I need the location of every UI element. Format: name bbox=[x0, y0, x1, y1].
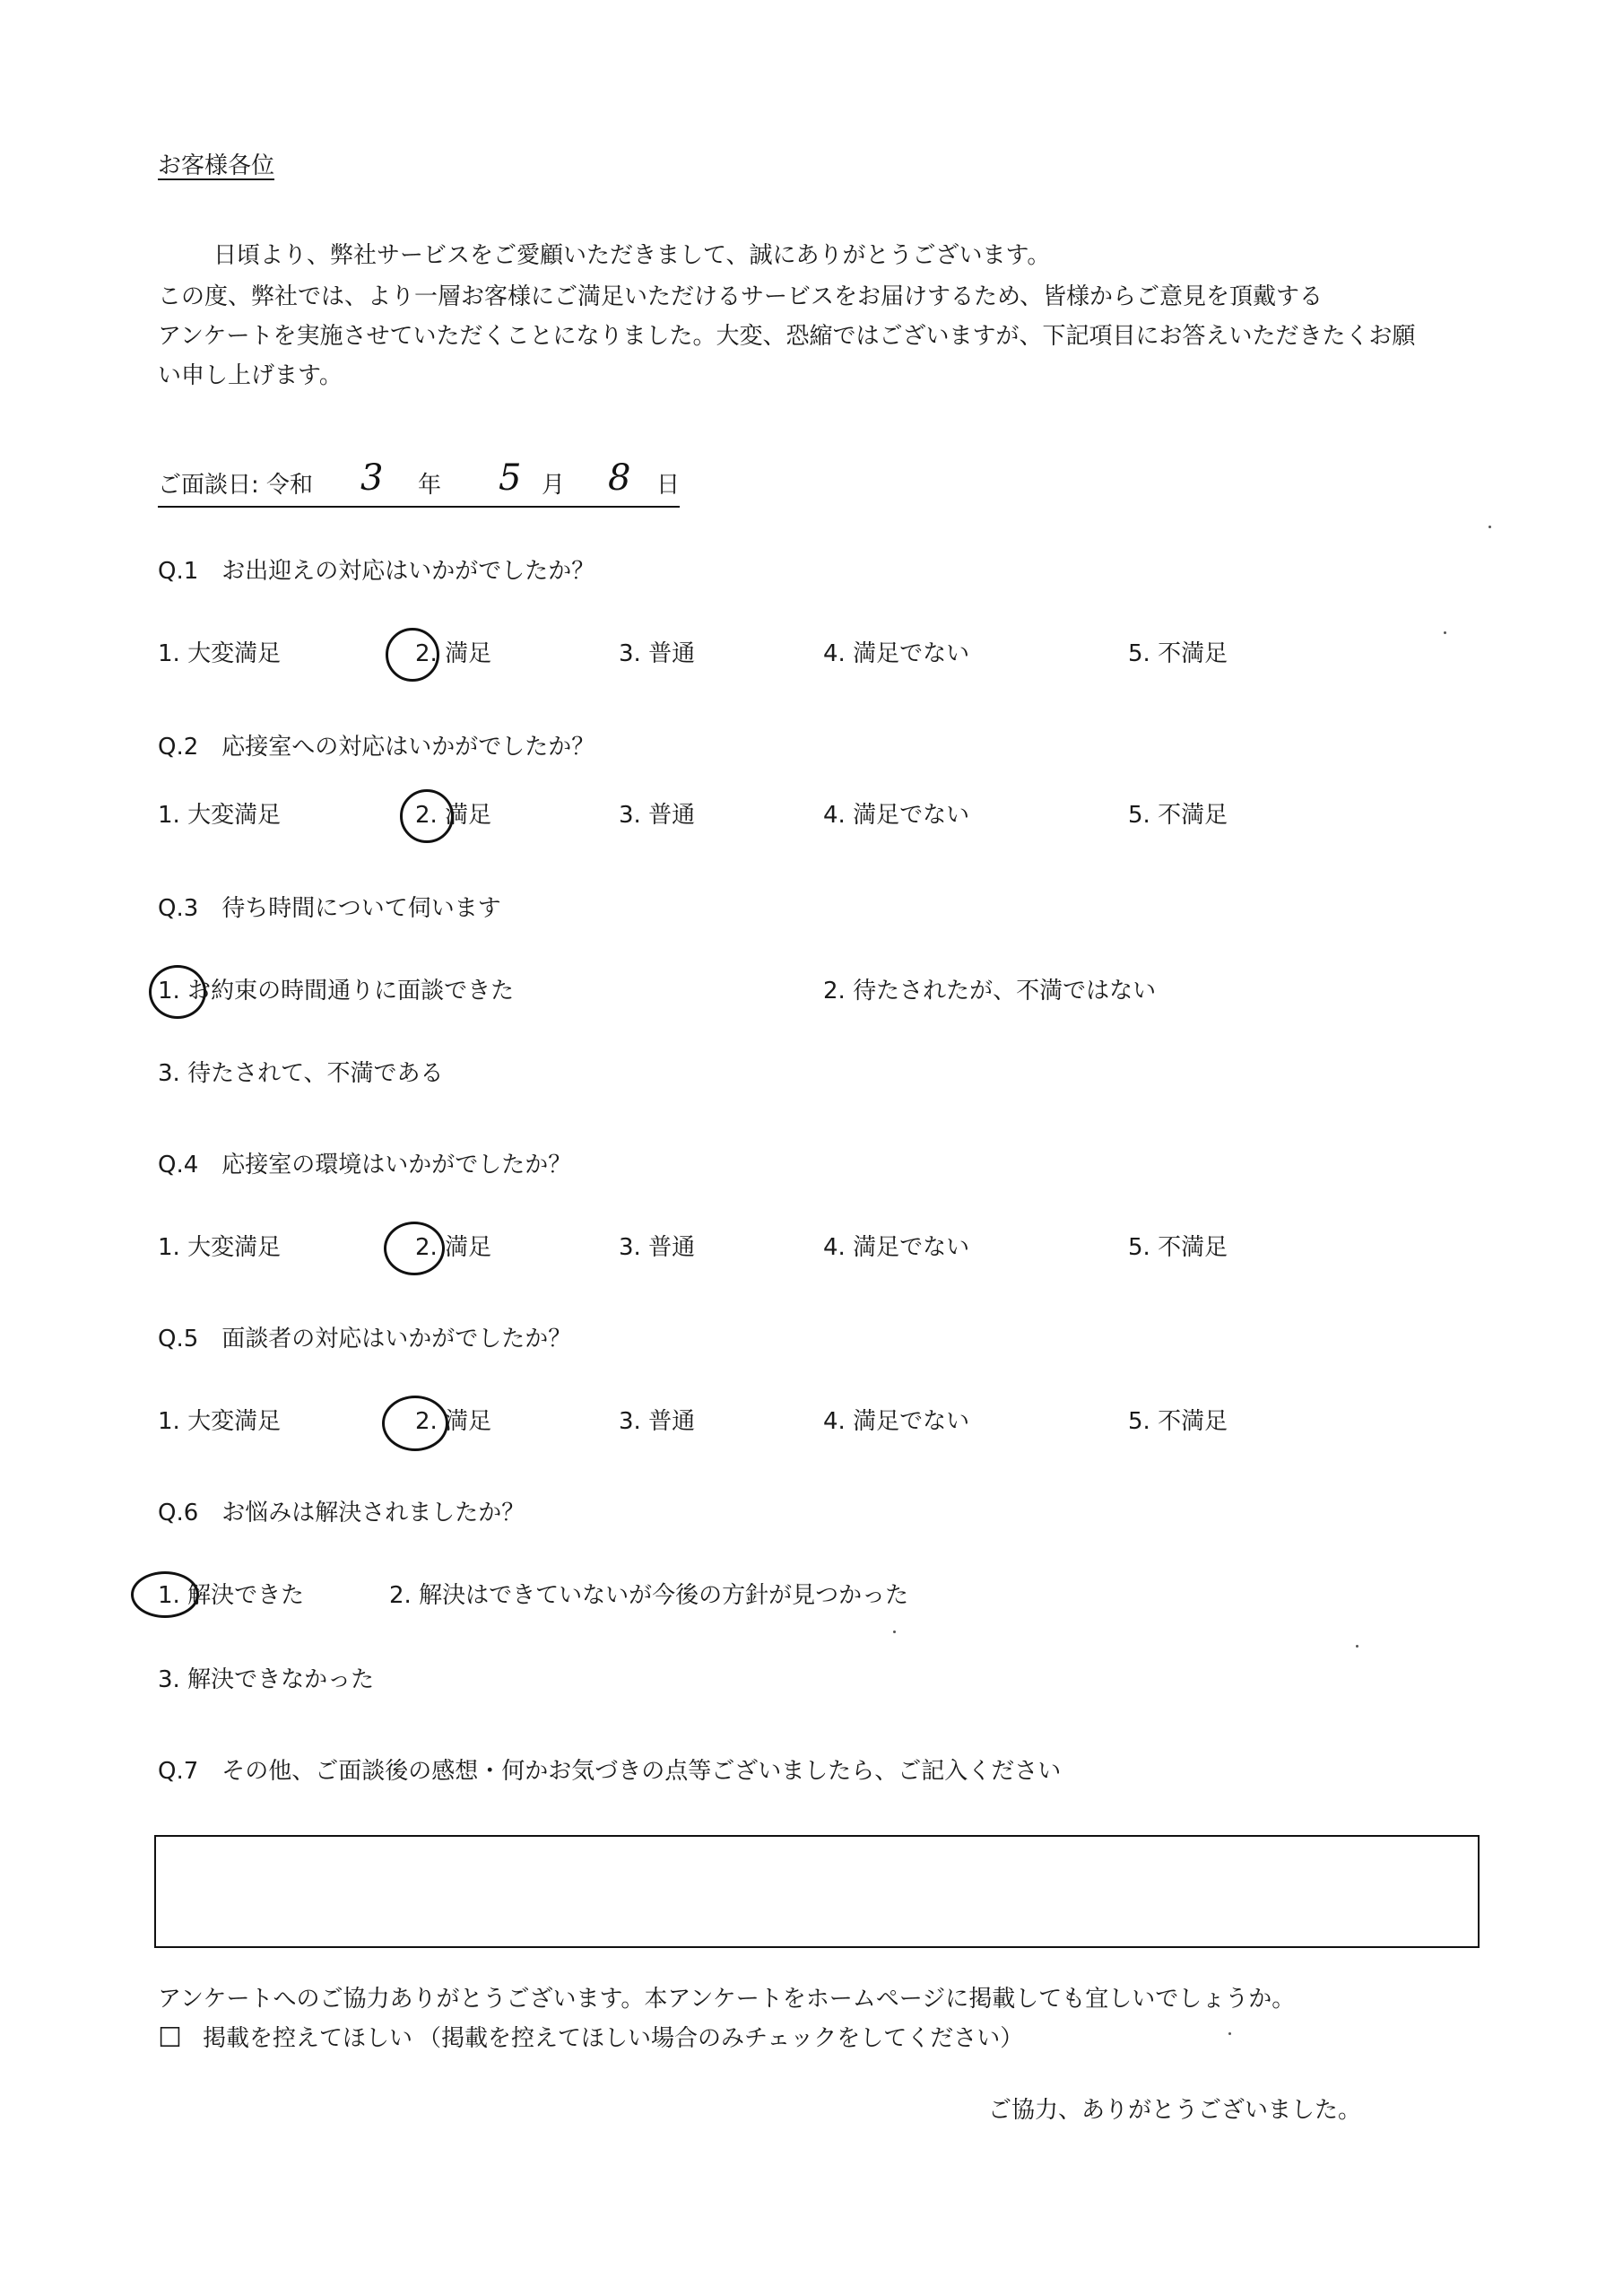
publish-checkbox[interactable]: ☐ bbox=[158, 2022, 182, 2054]
q5-option-5[interactable]: 5. 不満足 bbox=[1128, 1408, 1228, 1435]
date-year-value[interactable]: 3 bbox=[360, 457, 384, 499]
q2-option-2[interactable]: 2. 満足 bbox=[415, 802, 492, 829]
q2-option-1[interactable]: 1. 大変満足 bbox=[158, 802, 282, 829]
q4-option-5[interactable]: 5. 不満足 bbox=[1128, 1234, 1228, 1261]
q6-option-2[interactable]: 2. 解決はできていないが今後の方針が見つかった bbox=[389, 1582, 909, 1609]
date-month-value[interactable]: 5 bbox=[499, 457, 522, 499]
q6-option-3[interactable]: 3. 解決できなかった bbox=[158, 1666, 375, 1693]
q1-label: Q.1 お出迎えの対応はいかがでしたか？ bbox=[158, 558, 595, 585]
q4-option-4[interactable]: 4. 満足でない bbox=[823, 1234, 970, 1261]
q6-label: Q.6 お悩みは解決されましたか？ bbox=[158, 1500, 525, 1526]
q1-selected-circle bbox=[386, 628, 439, 682]
comment-box[interactable] bbox=[154, 1835, 1480, 1948]
q4-option-2[interactable]: 2. 満足 bbox=[415, 1234, 492, 1261]
q6-option-1[interactable]: 1. 解決できた bbox=[158, 1582, 305, 1609]
date-month-label: 月 bbox=[542, 472, 566, 499]
q3-option-2[interactable]: 2. 待たされたが、不満ではない bbox=[823, 978, 1157, 1004]
q5-selected-circle bbox=[382, 1396, 448, 1451]
publish-question: アンケートへのご協力ありがとうございます。本アンケートをホームページに掲載しても宜しいでしょうか。 bbox=[158, 1986, 1296, 2013]
closing-text: ご協力、ありがとうございました。 bbox=[988, 2097, 1362, 2124]
q1-option-4[interactable]: 4. 満足でない bbox=[823, 640, 970, 667]
publish-checkbox-note: （掲載を控えてほしい場合のみチェックをしてください） bbox=[418, 2025, 1024, 2052]
q3-selected-circle bbox=[149, 965, 206, 1019]
q5-option-3[interactable]: 3. 普通 bbox=[619, 1408, 696, 1435]
q5-option-1[interactable]: 1. 大変満足 bbox=[158, 1408, 282, 1435]
q1-option-3[interactable]: 3. 普通 bbox=[619, 640, 696, 667]
q4-option-1[interactable]: 1. 大変満足 bbox=[158, 1234, 282, 1261]
q2-option-4[interactable]: 4. 満足でない bbox=[823, 802, 970, 829]
q5-option-4[interactable]: 4. 満足でない bbox=[823, 1408, 970, 1435]
q4-option-3[interactable]: 3. 普通 bbox=[619, 1234, 696, 1261]
scan-speck bbox=[1356, 1645, 1358, 1648]
intro-line-4: い申し上げます。 bbox=[158, 362, 343, 389]
q1-option-5[interactable]: 5. 不満足 bbox=[1128, 640, 1228, 667]
intro-line-1: 日頃より、弊社サービスをご愛顧いただきまして、誠にありがとうございます。 bbox=[213, 242, 1051, 269]
q3-label: Q.3 待ち時間について伺います bbox=[158, 895, 501, 922]
greeting: お客様各位 bbox=[158, 152, 275, 179]
q5-option-2[interactable]: 2. 満足 bbox=[415, 1408, 492, 1435]
q5-label: Q.5 面談者の対応はいかがでしたか？ bbox=[158, 1326, 572, 1352]
scan-speck bbox=[1444, 631, 1446, 634]
q6-selected-circle bbox=[131, 1571, 199, 1618]
date-year-label: 年 bbox=[418, 472, 442, 499]
q1-option-2[interactable]: 2. 満足 bbox=[415, 640, 492, 667]
scan-speck bbox=[893, 1631, 896, 1633]
publish-checkbox-label: 掲載を控えてほしい bbox=[203, 2025, 413, 2052]
q4-label: Q.4 応接室の環境はいかがでしたか？ bbox=[158, 1152, 572, 1178]
scan-speck bbox=[1488, 526, 1491, 528]
q3-option-3[interactable]: 3. 待たされて、不満である bbox=[158, 1060, 444, 1087]
interview-date bbox=[158, 457, 681, 508]
q1-option-1[interactable]: 1. 大変満足 bbox=[158, 640, 282, 667]
intro-line-2: この度、弊社では、より一層お客様にご満足いただけるサービスをお届けするため、皆様からご意見を頂戴する bbox=[158, 283, 1323, 310]
q7-label: Q.7 その他、ご面談後の感想・何かお気づきの点等ございましたら、ご記入ください bbox=[158, 1758, 1062, 1785]
q3-option-1[interactable]: 1. お約束の時間通りに面談できた bbox=[158, 978, 515, 1004]
date-day-value[interactable]: 8 bbox=[608, 457, 631, 499]
q2-option-3[interactable]: 3. 普通 bbox=[619, 802, 696, 829]
date-prefix: ご面談日: 令和 bbox=[158, 472, 314, 499]
q2-selected-circle bbox=[400, 789, 454, 843]
intro-line-3: アンケートを実施させていただくことになりました。大変、恐縮ではございますが、下記項目にお答えいただきたくお願 bbox=[158, 323, 1416, 350]
q2-option-5[interactable]: 5. 不満足 bbox=[1128, 802, 1228, 829]
q4-selected-circle bbox=[384, 1222, 445, 1275]
scan-speck bbox=[1228, 2032, 1231, 2035]
q2-label: Q.2 応接室への対応はいかがでしたか？ bbox=[158, 734, 595, 761]
date-day-label: 日 bbox=[656, 472, 681, 499]
